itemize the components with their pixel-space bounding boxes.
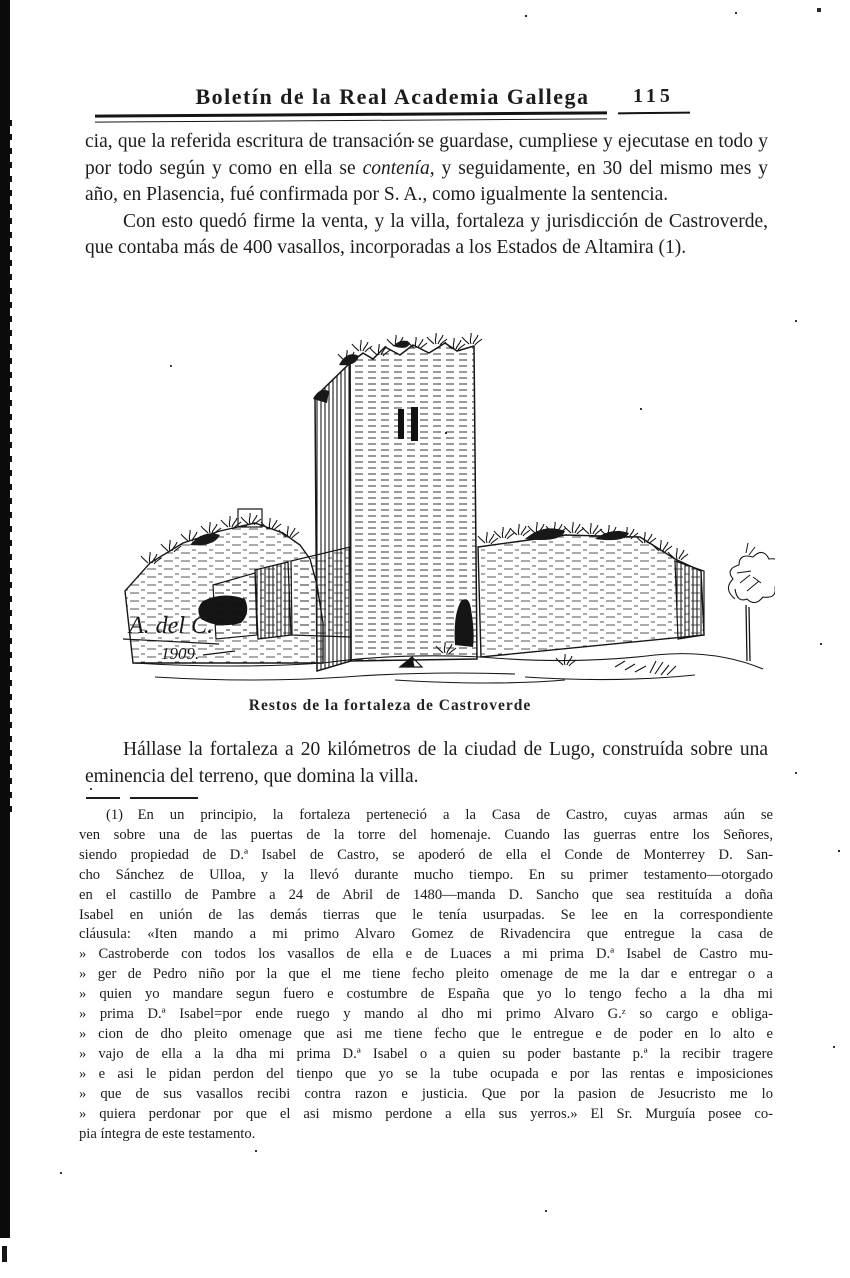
main-text (85, 129, 768, 262)
paragraph-3: Hállase la fortaleza a 20 kilómetros de la ciudad de Lugo, construída sobre una eminencia del terreno, que domina la villa. (85, 739, 768, 787)
footnote-line: » quiera perdonar por que el asi mismo perdone a ella sus yerros.» El Sr. Murguía posee co- (79, 1105, 773, 1122)
signature-text: A. del C. (129, 613, 213, 639)
footnote-line: » ger de Pedro niño por la que el me tiene fecho pleito omenage de me la dar e entregar o a (79, 966, 773, 983)
scan-edge-artifact (0, 0, 10, 1238)
footnote-line: siendo propiedad de D.ª Isabel de Castro, se apoderó de ella el Conde de Monterrey D. San- (79, 846, 773, 863)
window-slit (411, 407, 418, 441)
main-text-continued (85, 736, 768, 790)
paragraph-1-text: cia, que la referida escritura de transación se guardase, cumpliese y ejecutase en todo y por todo según y como en ella se (85, 131, 768, 179)
header-divider (95, 111, 607, 122)
scan-noise (0, 0, 2, 2)
page-header (95, 84, 690, 110)
paragraph-1-text-after: , y seguidamente, en 30 del mismo mes y año, en Plasencia, fué confirmada por S. A., como igualmente la sentencia. (85, 157, 768, 206)
paragraph-2: Con esto quedó firme la venta, y la villa, fortaleza y jurisdicción de Castroverde, que contaba más de 400 vasallos, incorporadas a los Estados de Altamira (1). (85, 210, 768, 259)
paragraph-1-italic-word: contenía (362, 157, 430, 179)
signature-year: 1909. (161, 644, 200, 663)
journal-title: Boletín de la Real Academia Gallega (195, 84, 590, 109)
footnote-line: » e asi le pidan perdon del tienpo que yo se la tube ocupada e por las rentas e imposiciones (79, 1065, 773, 1082)
footnote-divider (86, 797, 198, 799)
footnote-line: » quien yo mandare segun fuero e costumbre de España que yo lo tengo fecho a la dha mi (79, 986, 773, 1003)
figure-caption: Restos de la fortaleza de Castroverde (248, 697, 532, 714)
fortress-illustration (95, 333, 775, 685)
footnote-line: en el castillo de Pambre a 24 de Abril de 1480—manda D. Sancho que sea restituída a doña (79, 886, 773, 903)
tree (728, 543, 775, 661)
footnote-line: cho Sánchez de Ulloa, y la llevó durante mucho tiempo. En su primer testamento—otorgado (79, 866, 773, 883)
header-divider-short (618, 112, 690, 115)
footnote-line: » prima D.ª Isabel=por ende ruego y mando al dho mi primo Alvaro G.ᶻ so cargo e obliga- (79, 1006, 773, 1023)
page-number: 115 (633, 85, 674, 107)
footnote-line: » que de sus vasallos recibi contra razon e justicia. Que por la pasion de Jesucristo me lo (79, 1085, 773, 1102)
footnote-block (79, 806, 773, 1144)
right-ruin-wall (478, 522, 704, 657)
footnote-line: » Castroberde con todos los vasallos de ella e de Luaces a mi prima D.ª Isabel de Castro mu- (79, 946, 773, 963)
footnote-line: » cion de dho pleito omenage que asi me tiene fecho que le entregue e de poder en lo alto e (79, 1025, 773, 1042)
footnote-line: Isabel en unión de las demás tierras que le tenía usurpadas. Se lee en la correspondiente (79, 906, 773, 923)
window-slit (398, 409, 404, 439)
footnote-line: pia íntegra de este testamento. (79, 1125, 256, 1142)
scan-edge-artifact-fragment (2, 1246, 7, 1262)
paragraph-1 (85, 129, 768, 209)
footnote-line: cláusula: «Iten mando a mi primo Alvaro Gomez de Rivadencira que entregue la casa de (79, 926, 773, 943)
footnote-line: » vajo de ella a la dha mi prima D.ª Isabel o a quien su poder bastante p.ª la recibir tragere (79, 1045, 773, 1062)
figure-container (95, 333, 775, 685)
footnote-line: (1) En un principio, la fortaleza perteneció a la Casa de Castro, cuyas armas aún se (106, 807, 773, 823)
footnote-line: ven sobre una de las puertas de la torre del homenaje. Cuando las guerras entre los Señores, (79, 826, 773, 843)
